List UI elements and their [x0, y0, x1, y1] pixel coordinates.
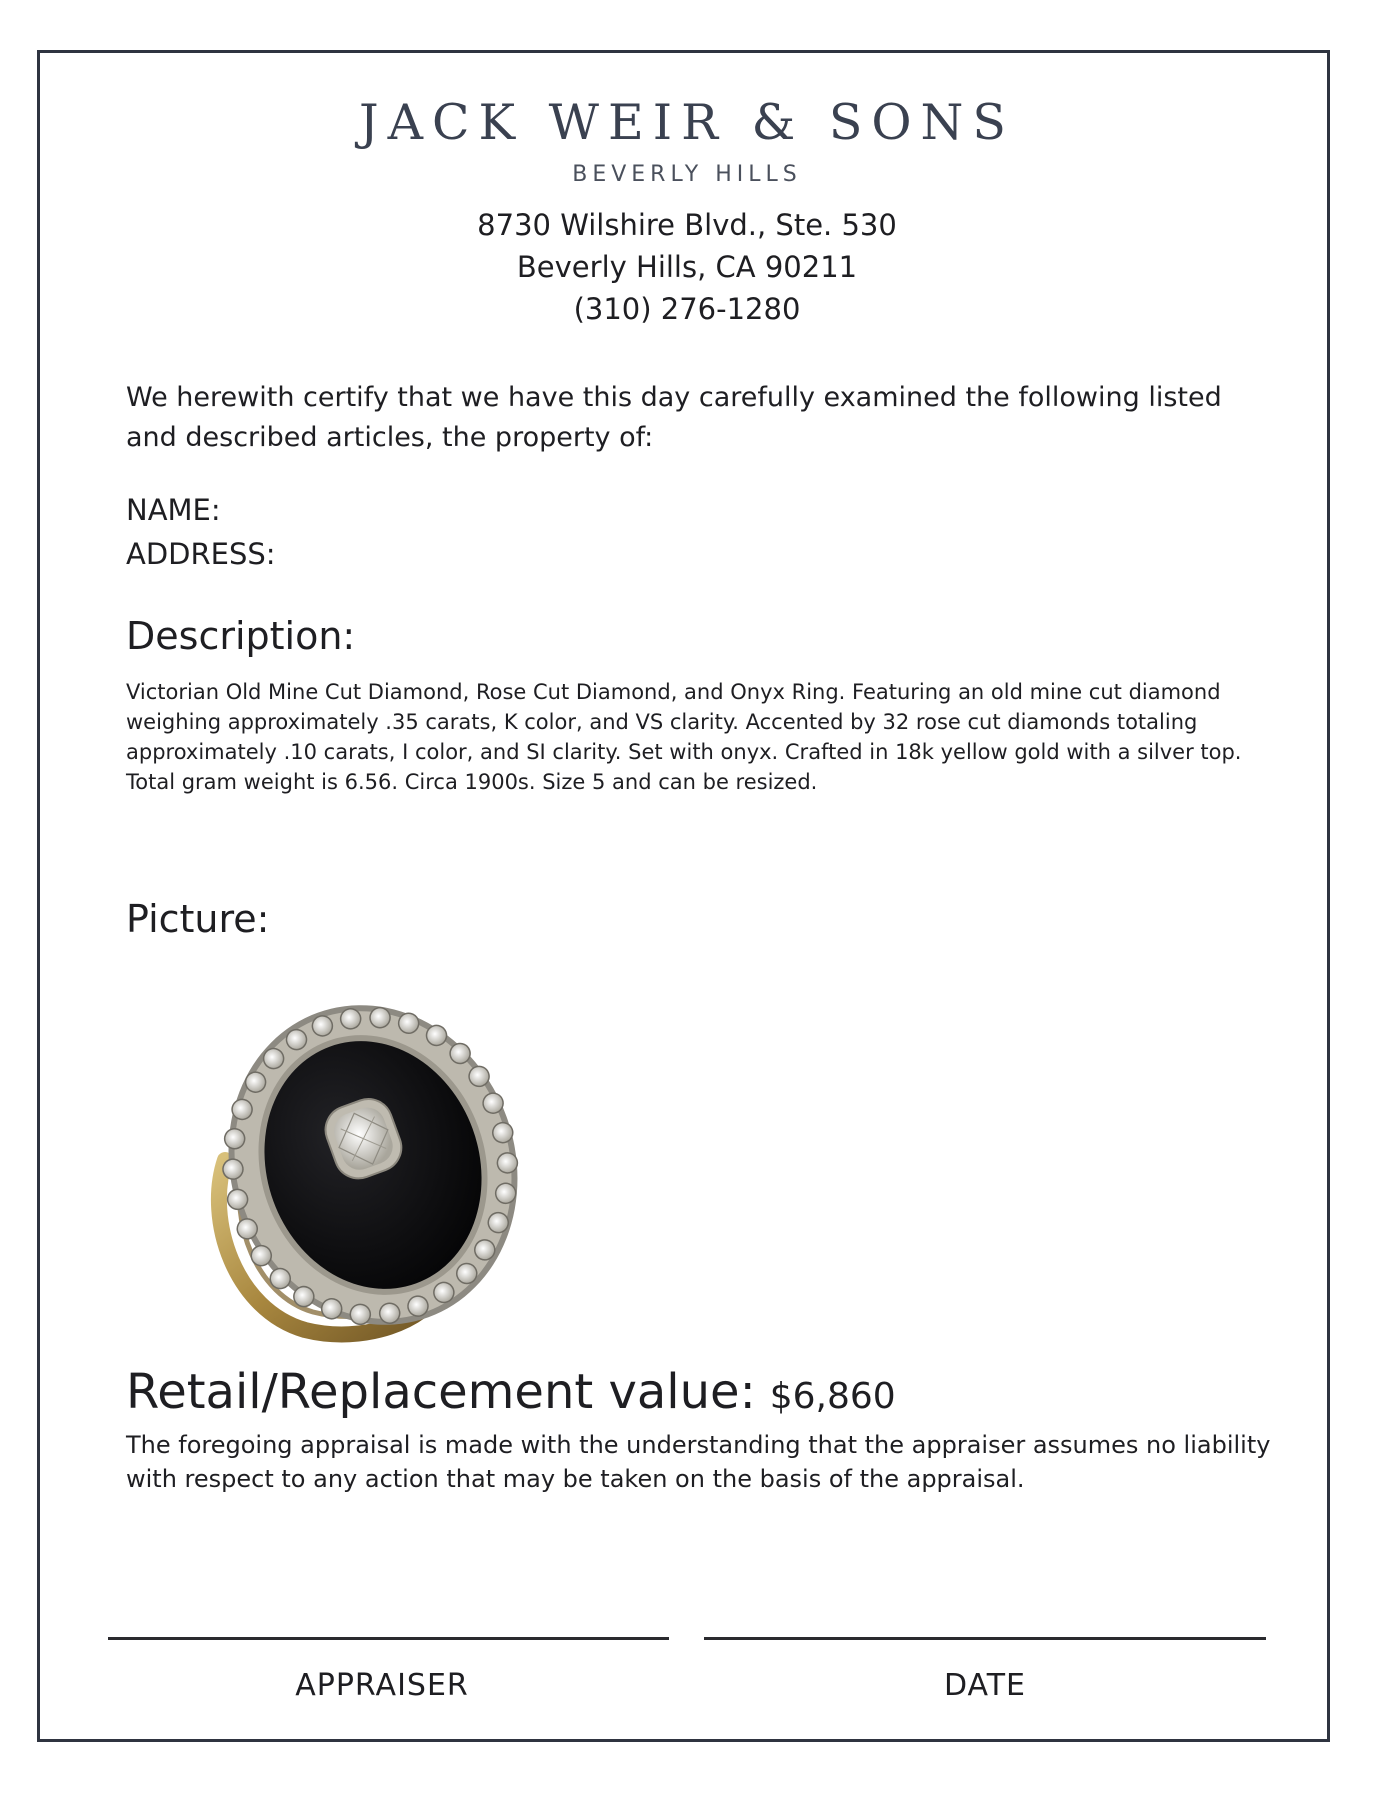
valuation-label: Retail/Replacement value:: [126, 1364, 756, 1420]
address-line-1: 8730 Wilshire Blvd., Ste. 530: [477, 208, 897, 242]
certification-statement: We herewith certify that we have this day carefully examined the following listed and described articles, the property of:: [126, 382, 1222, 453]
owner-name-label: NAME:: [126, 493, 221, 527]
ring-photo: [195, 990, 550, 1350]
date-signature-line: [704, 1637, 1266, 1640]
picture-heading: Picture:: [126, 897, 270, 941]
company-logo-name: JACK WEIR & SONS: [358, 94, 1016, 151]
phone-number: (310) 276-1280: [573, 292, 801, 326]
address-line-2: Beverly Hills, CA 90211: [516, 250, 858, 284]
description-heading: Description:: [126, 614, 356, 658]
company-city: BEVERLY HILLS: [572, 162, 802, 187]
disclaimer-text: The foregoing appraisal is made with the understanding that the appraiser assumes no liability with respect to any action that may be taken on the basis of the appraisal.: [126, 1431, 1271, 1493]
date-label: DATE: [943, 1668, 1027, 1703]
appraiser-label: APPRAISER: [295, 1668, 469, 1703]
owner-address-label: ADDRESS:: [126, 537, 276, 571]
valuation-row: [126, 1364, 896, 1420]
valuation-amount: $6,860: [769, 1376, 896, 1417]
description-text: Victorian Old Mine Cut Diamond, Rose Cut Diamond, and Onyx Ring. Featuring an old mine cut diamond weighing approximately .35 carats, K color, and VS clarity. Accented by 32 rose cut diamonds totaling approximately .10 carats, I color, and SI clarity. Set with onyx. Crafted in 18k yellow gold with a silver top. Total gram weight is 6.56. Circa 1900s. Size 5 and can be resized.: [126, 680, 1242, 794]
appraiser-signature-line: [108, 1637, 669, 1640]
